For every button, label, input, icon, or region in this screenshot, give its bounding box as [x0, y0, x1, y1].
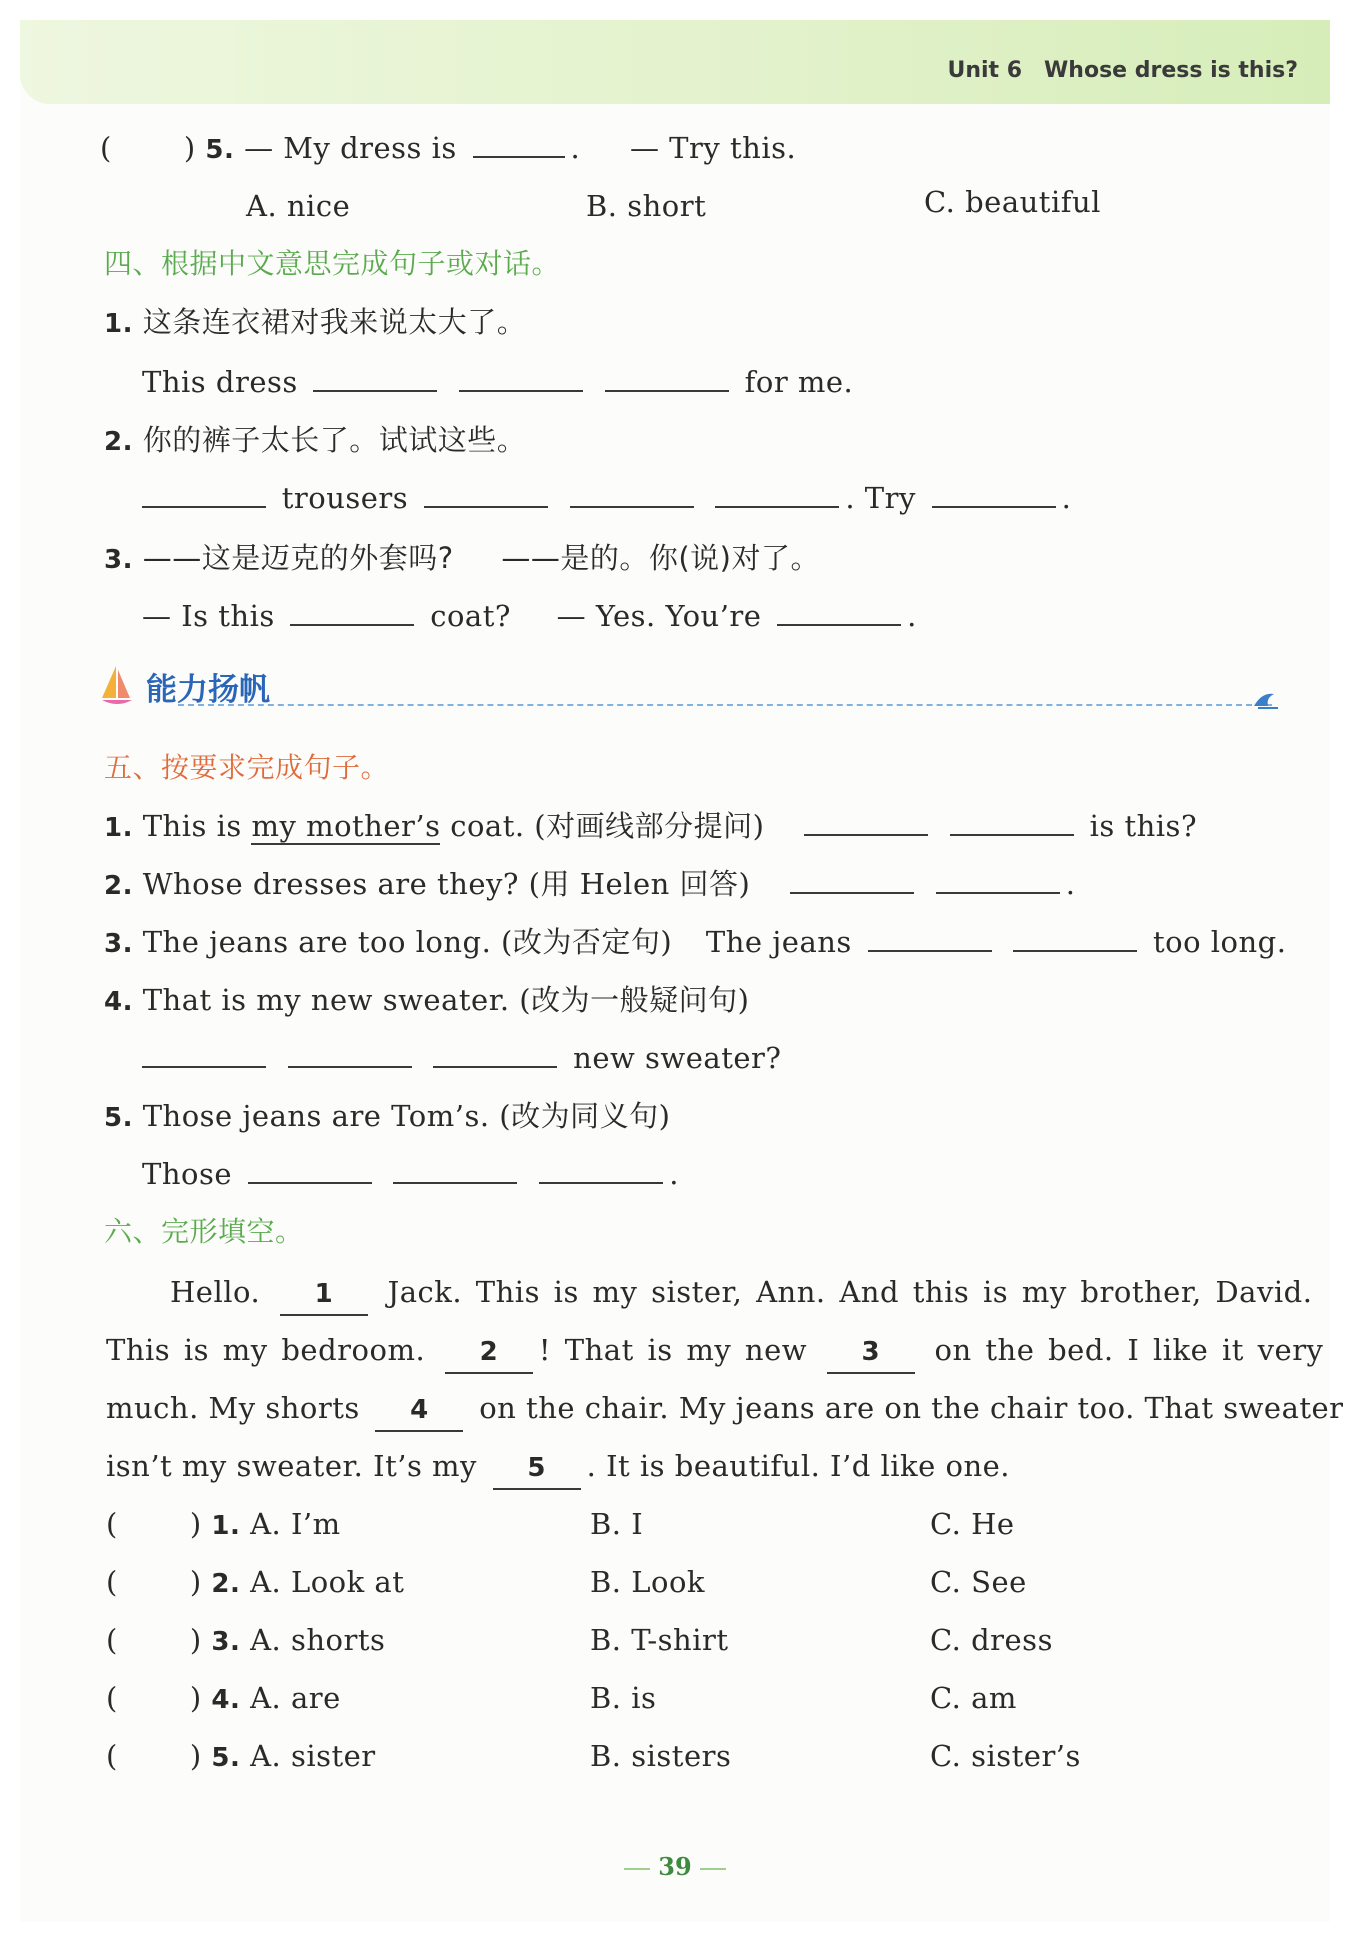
fill-blank[interactable]: [313, 362, 437, 392]
cloze-blank[interactable]: 3: [827, 1332, 915, 1374]
fill-blank[interactable]: [142, 478, 266, 508]
sentence-text: new sweater?: [573, 1041, 782, 1075]
passage-line: [106, 1388, 1344, 1432]
fill-blank[interactable]: [473, 128, 565, 158]
banner-title: 能力扬帆: [146, 672, 270, 708]
cloze-blank[interactable]: 2: [445, 1332, 533, 1374]
answer-line: [142, 1038, 781, 1078]
question-number: 1.: [211, 1511, 241, 1541]
passage-line: [106, 1446, 1010, 1490]
sentence-text: .: [907, 599, 917, 633]
fill-blank[interactable]: [777, 596, 901, 626]
question-text: — Try this.: [629, 131, 797, 165]
section-title: 六、完形填空。: [104, 1215, 304, 1248]
question-row: [100, 128, 796, 170]
fill-blank[interactable]: [424, 478, 548, 508]
passage-text: Hello.: [170, 1275, 261, 1309]
sentence-text: .: [669, 1157, 679, 1191]
instruction-text: Those jeans are Tom’s. (改为同义句): [142, 1099, 671, 1133]
option-c[interactable]: C. sister’s: [930, 1739, 1081, 1773]
sentence-text: The jeans: [705, 925, 852, 959]
question-number: 3.: [104, 929, 133, 959]
fill-blank[interactable]: [459, 362, 583, 392]
fill-blank[interactable]: [142, 1038, 266, 1068]
question-number: 2.: [211, 1569, 241, 1599]
fill-blank[interactable]: [1013, 922, 1137, 952]
sentence-text: Those: [142, 1157, 233, 1191]
chinese-prompt: ——这是迈克的外套吗?: [142, 541, 454, 575]
option-b[interactable]: B. sisters: [590, 1739, 732, 1773]
sentence-text: . Try: [845, 481, 916, 515]
fill-blank[interactable]: [570, 478, 694, 508]
cloze-blank[interactable]: 4: [375, 1390, 463, 1432]
option-c[interactable]: C. beautiful: [924, 185, 1101, 219]
question-row: ( ) 4. A. are: [106, 1681, 341, 1715]
fill-blank[interactable]: [288, 1038, 412, 1068]
question-row: [104, 980, 749, 1022]
unit-title: Whose dress is this?: [1044, 58, 1298, 83]
fill-blank[interactable]: [290, 596, 414, 626]
question-number: 5.: [205, 135, 235, 165]
sentence-text: trousers: [281, 481, 409, 515]
fill-blank[interactable]: [605, 362, 729, 392]
sentence-text: — Yes. You’re: [556, 599, 762, 633]
passage-text: on the bed. I like it very: [934, 1333, 1324, 1367]
question-text: — My dress is: [244, 131, 457, 165]
sentence-text: is this?: [1089, 809, 1197, 843]
answer-paren-open: (: [100, 131, 112, 165]
cloze-blank[interactable]: 1: [280, 1274, 368, 1316]
passage-text: ! That is my new: [538, 1333, 808, 1367]
question-row: ( ) 1. A. I’m: [106, 1507, 341, 1541]
question-number: 1.: [104, 309, 133, 339]
question-number: 5.: [104, 1103, 133, 1133]
sentence-text: — Is this: [142, 599, 275, 633]
option-a[interactable]: A. nice: [246, 189, 351, 223]
fill-blank[interactable]: [433, 1038, 557, 1068]
chinese-prompt: 你的裤子太长了。试试这些。: [142, 423, 527, 457]
question-row: ( ) 5. A. sister: [106, 1739, 376, 1773]
answer-line: [142, 478, 1071, 518]
fill-blank[interactable]: [804, 806, 928, 836]
instruction-text: coat. (对画线部分提问): [440, 809, 765, 843]
fill-blank[interactable]: [936, 864, 1060, 894]
answer-line: [142, 362, 853, 402]
sentence-text: .: [1065, 867, 1076, 901]
option-a[interactable]: A. are: [250, 1681, 341, 1715]
page-number: [0, 1852, 1350, 1881]
question-row: ( ) 3. A. shorts: [106, 1623, 386, 1657]
underlined-phrase: my mother’s: [251, 809, 441, 843]
instruction-text: That is my new sweater. (改为一般疑问句): [142, 983, 750, 1017]
fill-blank[interactable]: [868, 922, 992, 952]
question-row: ( ) 2. A. Look at: [106, 1565, 405, 1599]
fill-blank[interactable]: [248, 1154, 372, 1184]
fill-blank[interactable]: [932, 478, 1056, 508]
option-b[interactable]: B. Look: [590, 1565, 705, 1599]
fill-blank[interactable]: [539, 1154, 663, 1184]
chinese-prompt: ——是的。你(说)对了。: [501, 541, 820, 575]
option-a[interactable]: A. I’m: [250, 1507, 341, 1541]
cloze-blank[interactable]: 5: [493, 1448, 581, 1490]
fill-blank[interactable]: [950, 806, 1074, 836]
question-number: 1.: [104, 813, 133, 843]
option-c[interactable]: C. am: [930, 1681, 1017, 1715]
wave-icon: [1252, 688, 1280, 710]
page-number-text: 39: [658, 1852, 692, 1881]
option-b[interactable]: B. T-shirt: [590, 1623, 729, 1657]
fill-blank[interactable]: [715, 478, 839, 508]
option-b[interactable]: B. is: [590, 1681, 657, 1715]
option-c[interactable]: C. See: [930, 1565, 1027, 1599]
sentence-text: .: [1061, 481, 1072, 515]
fill-blank[interactable]: [393, 1154, 517, 1184]
sentence-text: too long.: [1152, 925, 1287, 959]
instruction-text: Whose dresses are they? (用 Helen 回答): [142, 867, 751, 901]
sentence-text: for me.: [744, 365, 854, 399]
question-row: [104, 922, 1286, 964]
passage-line: [170, 1272, 1312, 1316]
passage-line: [106, 1330, 1323, 1374]
answer-line: [142, 596, 917, 636]
section-title: 五、按要求完成句子。: [104, 751, 390, 784]
question-number: 3.: [211, 1627, 241, 1657]
question-row: [104, 806, 1197, 848]
option-b[interactable]: B. I: [590, 1507, 644, 1541]
section-title: 四、根据中文意思完成句子或对话。: [104, 247, 561, 280]
answer-paren-close: ): [183, 131, 196, 165]
question-row: [104, 302, 526, 344]
question-row: [104, 538, 820, 580]
passage-text: Jack. This is my sister, Ann. And this is my brother, David.: [387, 1275, 1313, 1309]
instruction-text: The jeans are too long. (改为否定句): [142, 925, 673, 959]
question-number: 2.: [104, 427, 133, 457]
page-number-dash: [624, 1868, 650, 1870]
question-number: 5.: [211, 1743, 241, 1773]
page-number-dash: [700, 1868, 726, 1870]
sailboat-icon: [100, 664, 134, 708]
option-c[interactable]: C. dress: [930, 1623, 1053, 1657]
unit-label: Unit 6: [947, 58, 1023, 83]
question-row: [104, 420, 526, 462]
passage-text: This is my bedroom.: [106, 1333, 426, 1367]
question-number: 3.: [104, 545, 133, 575]
question-row: [104, 864, 1075, 906]
option-b[interactable]: B. short: [586, 189, 707, 223]
option-a[interactable]: A. shorts: [250, 1623, 386, 1657]
chinese-prompt: 这条连衣裙对我来说太大了。: [142, 305, 527, 339]
answer-line: [142, 1154, 679, 1194]
option-c[interactable]: C. He: [930, 1507, 1015, 1541]
option-a[interactable]: A. Look at: [250, 1565, 405, 1599]
passage-text: on the chair. My jeans are on the chair too. That sweater: [479, 1391, 1344, 1425]
sentence-text: This is: [142, 809, 252, 843]
question-text: .: [570, 131, 581, 165]
passage-text: isn’t my sweater. It’s my: [106, 1449, 477, 1483]
passage-text: . It is beautiful. I’d like one.: [586, 1449, 1010, 1483]
question-number: 4.: [211, 1685, 241, 1715]
option-a[interactable]: A. sister: [250, 1739, 376, 1773]
question-number: 2.: [104, 871, 133, 901]
banner-divider: [178, 704, 1272, 706]
question-row: [104, 1096, 670, 1138]
question-number: 4.: [104, 987, 133, 1017]
sentence-text: This dress: [142, 365, 298, 399]
fill-blank[interactable]: [790, 864, 914, 894]
sentence-text: coat?: [430, 599, 511, 633]
passage-text: much. My shorts: [106, 1391, 360, 1425]
